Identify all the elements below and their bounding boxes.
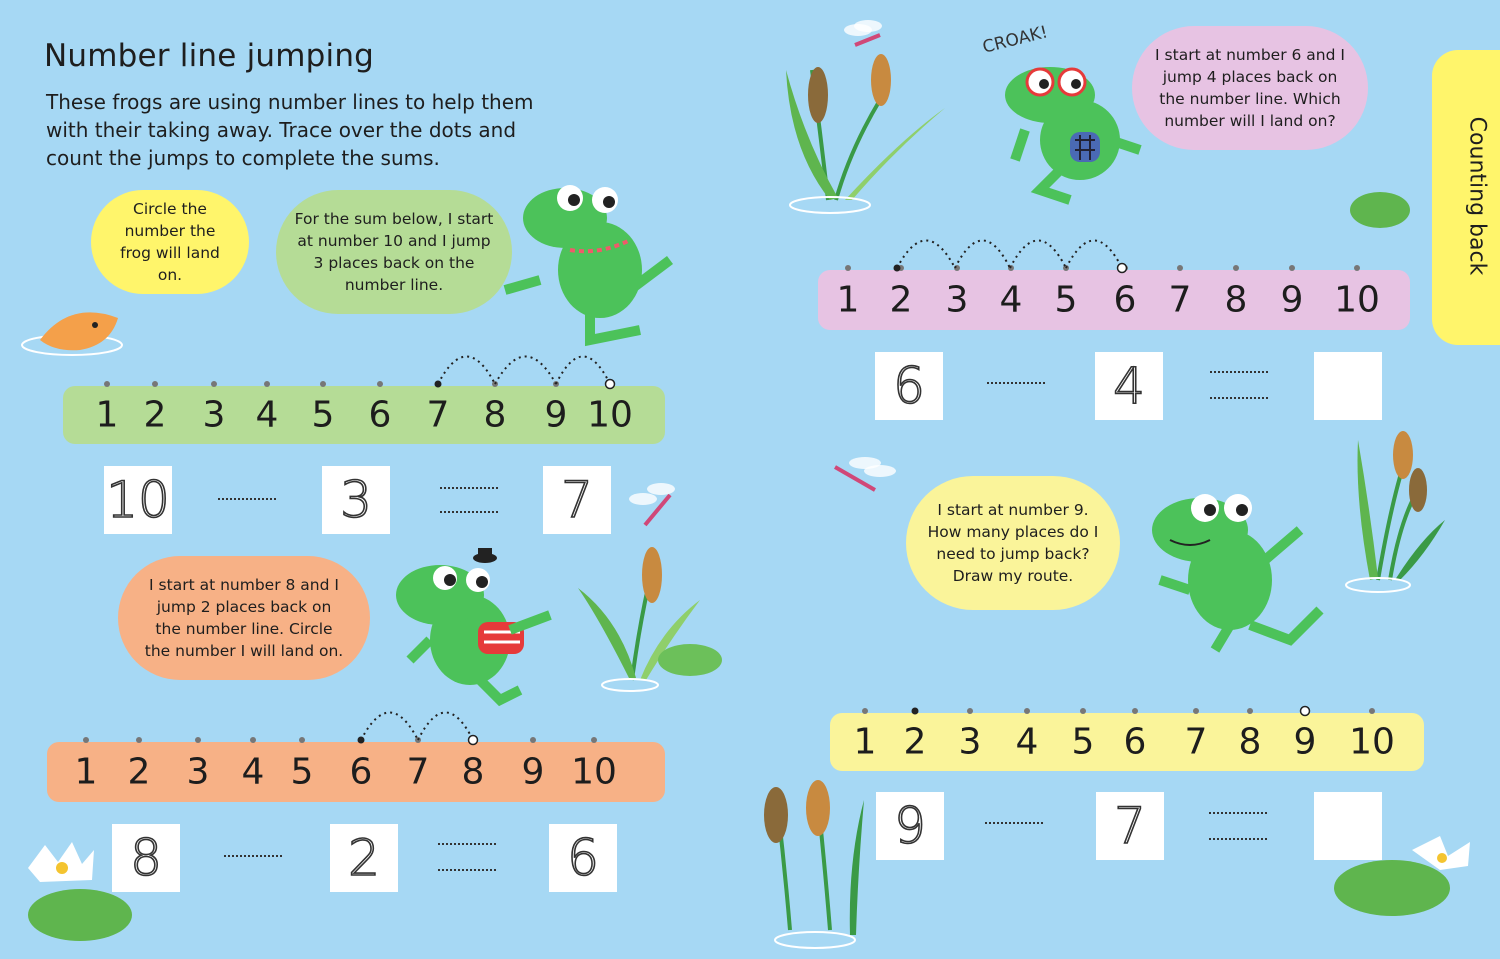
minus-sign — [985, 822, 1043, 824]
equals-sign — [1210, 371, 1268, 399]
start-dot — [1301, 707, 1310, 716]
jump-arc — [418, 713, 473, 741]
tick-dot — [250, 737, 256, 743]
number-1[interactable]: 1 — [95, 394, 119, 436]
jump-arc — [1010, 241, 1066, 269]
land-dot — [912, 708, 919, 715]
land-dot — [435, 381, 442, 388]
bubble-nine-text: I start at number 9. How many places do I need to jump back? Draw my route. — [927, 501, 1099, 585]
number-1[interactable]: 1 — [836, 279, 860, 321]
number-5[interactable]: 5 — [311, 394, 335, 436]
sum1-box-b[interactable] — [322, 466, 390, 534]
number-7[interactable]: 7 — [406, 751, 430, 793]
tick-dot — [1132, 708, 1138, 714]
land-dot — [358, 737, 365, 744]
start-dot — [469, 736, 478, 745]
number-1[interactable]: 1 — [853, 721, 877, 763]
number-6[interactable]: 6 — [368, 394, 392, 436]
sum3-b: 4 — [1113, 357, 1145, 415]
sum4-box-a[interactable] — [876, 792, 944, 860]
tick-dot — [195, 737, 201, 743]
tick-dot — [862, 708, 868, 714]
number-9[interactable]: 9 — [1280, 279, 1304, 321]
sum2-c: 6 — [567, 829, 599, 887]
sum4-b: 7 — [1114, 797, 1146, 855]
number-8[interactable]: 8 — [461, 751, 485, 793]
bubble-circle-text: Circle the number the frog will land on. — [120, 200, 220, 284]
tick-dot — [967, 708, 973, 714]
sum1-a: 10 — [106, 471, 170, 529]
jump-arc — [556, 357, 610, 385]
tick-dot — [530, 737, 536, 743]
number-9[interactable]: 9 — [544, 394, 568, 436]
bubble-eight-text: I start at number 8 and I jump 2 places back on the number line. Circle the number I will land on. — [144, 576, 344, 660]
tick-dot — [1247, 708, 1253, 714]
number-2[interactable]: 2 — [889, 279, 913, 321]
tick-dot — [264, 381, 270, 387]
sum4-box-c[interactable] — [1314, 792, 1382, 860]
number-10[interactable]: 10 — [587, 394, 633, 436]
tick-dot — [845, 265, 851, 271]
number-3[interactable]: 3 — [945, 279, 969, 321]
sum4-box-b[interactable] — [1096, 792, 1164, 860]
tick-dot — [1193, 708, 1199, 714]
jump-arc — [897, 241, 955, 269]
number-9[interactable]: 9 — [1293, 721, 1317, 763]
number-7[interactable]: 7 — [426, 394, 450, 436]
sum1-b: 3 — [340, 471, 372, 529]
number-4[interactable]: 4 — [1015, 721, 1039, 763]
number-2[interactable]: 2 — [143, 394, 167, 436]
sum3-box-c[interactable] — [1314, 352, 1382, 420]
number-8[interactable]: 8 — [483, 394, 507, 436]
tick-dot — [954, 265, 960, 271]
number-3[interactable]: 3 — [958, 721, 982, 763]
equals-sign — [438, 843, 496, 871]
jump-arc — [955, 241, 1010, 269]
minus-sign — [224, 855, 282, 857]
tick-dot — [320, 381, 326, 387]
tick-dot — [1024, 708, 1030, 714]
tick-dot — [1177, 265, 1183, 271]
tick-dot — [1369, 708, 1375, 714]
sum2-b: 2 — [348, 829, 380, 887]
start-dot — [1118, 264, 1127, 273]
start-dot — [606, 380, 615, 389]
number-2[interactable]: 2 — [903, 721, 927, 763]
jump-arc — [1066, 241, 1122, 269]
tick-dot — [299, 737, 305, 743]
number-3[interactable]: 3 — [202, 394, 226, 436]
number-4[interactable]: 4 — [999, 279, 1023, 321]
number-4[interactable]: 4 — [241, 751, 265, 793]
number-7[interactable]: 7 — [1184, 721, 1208, 763]
tick-dot — [211, 381, 217, 387]
bubble-sum-below-text: For the sum below, I start at number 10 and I jump 3 places back on the number line. — [294, 210, 494, 294]
number-9[interactable]: 9 — [521, 751, 545, 793]
tick-dot — [83, 737, 89, 743]
number-10[interactable]: 10 — [1349, 721, 1395, 763]
number-6[interactable]: 6 — [1113, 279, 1137, 321]
tick-dot — [136, 737, 142, 743]
number-10[interactable]: 10 — [1334, 279, 1380, 321]
equals-sign — [440, 487, 498, 513]
tick-dot — [1289, 265, 1295, 271]
number-10[interactable]: 10 — [571, 751, 617, 793]
page-title: Number line jumping — [44, 38, 375, 74]
sum1-c: 7 — [561, 471, 593, 529]
sum3-a: 6 — [893, 357, 925, 415]
croak-label: CROAK! — [980, 22, 1050, 58]
tick-dot — [1354, 265, 1360, 271]
number-5[interactable]: 5 — [1054, 279, 1078, 321]
sum2-box-b[interactable] — [330, 824, 398, 892]
jump-arc — [361, 713, 418, 741]
tick-dot — [1080, 708, 1086, 714]
number-6[interactable]: 6 — [1123, 721, 1147, 763]
sum4-a: 9 — [894, 797, 926, 855]
equals-sign — [1209, 812, 1267, 840]
sum3-box-a[interactable] — [875, 352, 943, 420]
sum1-box-c[interactable] — [543, 466, 611, 534]
sum2-box-c[interactable] — [549, 824, 617, 892]
jump-arc — [495, 357, 556, 385]
side-tab-label: Counting back — [1464, 116, 1490, 276]
land-dot — [894, 265, 901, 272]
number-7[interactable]: 7 — [1168, 279, 1192, 321]
tick-dot — [104, 381, 110, 387]
sum3-box-b[interactable] — [1095, 352, 1163, 420]
bubble-six-text: I start at number 6 and I jump 4 places back on the number line. Which number will I land on? — [1155, 46, 1345, 130]
tick-dot — [152, 381, 158, 387]
number-6[interactable]: 6 — [349, 751, 373, 793]
sum1-box-a[interactable] — [104, 466, 172, 534]
tick-dot — [377, 381, 383, 387]
sum2-a: 8 — [130, 829, 162, 887]
number-8[interactable]: 8 — [1238, 721, 1262, 763]
minus-sign — [987, 382, 1045, 384]
number-1[interactable]: 1 — [74, 751, 98, 793]
jump-arc — [438, 357, 495, 385]
minus-sign — [218, 498, 276, 500]
tick-dot — [591, 737, 597, 743]
number-5[interactable]: 5 — [1071, 721, 1095, 763]
intro-text: These frogs are using number lines to help them with their taking away. Trace over the dots and count the jumps to complete the sums. — [46, 90, 534, 170]
tick-dot — [1233, 265, 1239, 271]
number-4[interactable]: 4 — [255, 394, 279, 436]
number-2[interactable]: 2 — [127, 751, 151, 793]
number-5[interactable]: 5 — [290, 751, 314, 793]
number-3[interactable]: 3 — [186, 751, 210, 793]
number-8[interactable]: 8 — [1224, 279, 1248, 321]
sum2-box-a[interactable] — [112, 824, 180, 892]
